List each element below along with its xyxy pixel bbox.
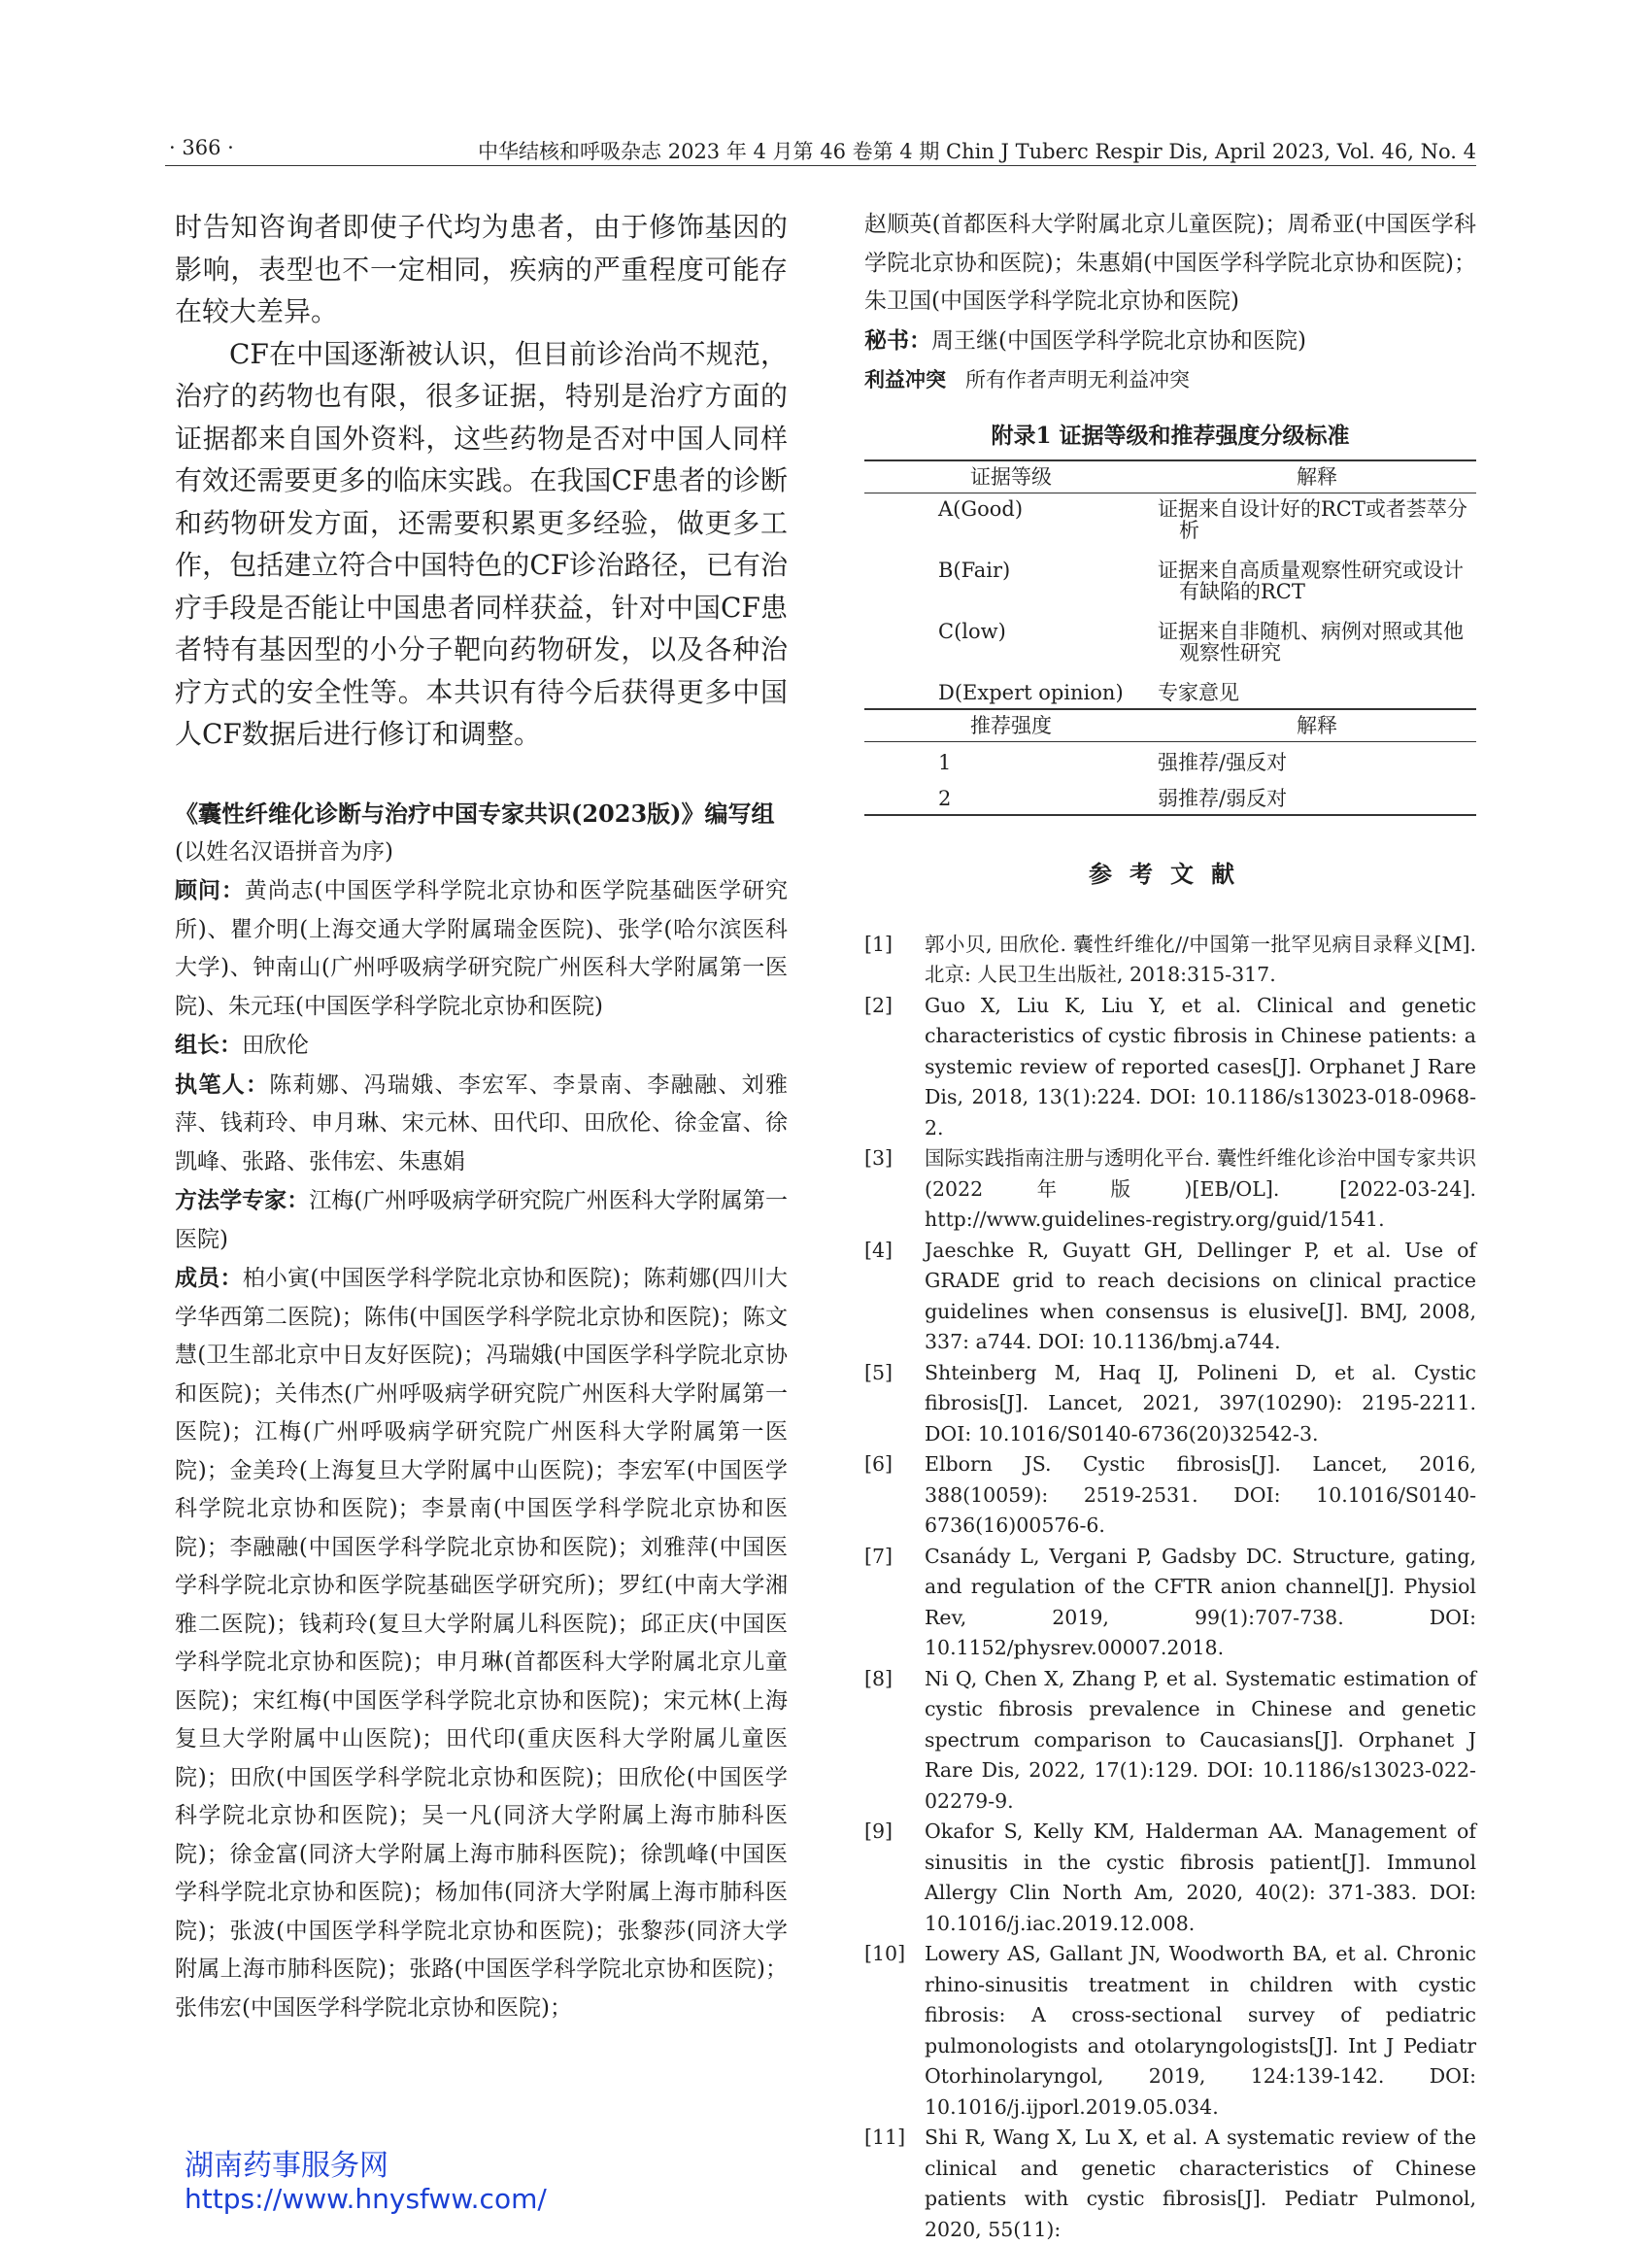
- body-paragraph-2: CF在中国逐渐被认识，但目前诊治尚不规范，治疗的药物也有限，很多证据，特别是治疗方面的证据都来自国外资料，这些药物是否对中国人同样有效还需要更多的临床实践。在我国CF患者的诊断和药物研发方面，还需要积累更多经验，做更多工作，包括建立符合中国特色的CF诊治路径，已有治疗手段是否能让中国患者同样获益，针对中国CF患者特有基因型的小分子靶向药物研发，以及各种治疗方式的安全性等。本共识有待今后获得更多中国人CF数据后进行修订和调整。: [175, 333, 788, 756]
- evidence-level-cell: B(Fair): [864, 546, 1158, 607]
- reference-text: Jaeschke R, Guyatt GH, Dellinger P, et al. Use of GRADE grid to reach decisions on clinical practice guidelines when consensus is elusive[J]. BMJ, 2008, 337: a744. DOI: 10.1136/bmj.a744.: [925, 1236, 1476, 1358]
- header-evidence-level: 证据等级: [864, 460, 1158, 493]
- methodologist-text: 江梅(广州呼吸病学研究院广州医科大学附属第一医院): [175, 1188, 788, 1252]
- evidence-level-cell: D(Expert opinion): [864, 668, 1158, 709]
- appendix-table-title: 附录1 证据等级和推荐强度分级标准: [864, 418, 1476, 450]
- reference-item: [864, 1449, 1476, 1542]
- secretary-entry: [864, 322, 1476, 361]
- reference-item: [864, 1939, 1476, 2123]
- reference-number: [10]: [864, 1939, 925, 2123]
- reference-text: 国际实践指南注册与透明化平台. 囊性纤维化诊治中国专家共识(2022年版)[EB/OL]. [2022-03-24]. http://www.guidelines-registry.org/guid/1541.: [925, 1143, 1476, 1236]
- explanation-cell: 强推荐/强反对: [1158, 741, 1476, 778]
- evidence-level-cell: A(Good): [864, 493, 1158, 546]
- evidence-grading-table: [864, 459, 1476, 816]
- explanation-cell: 弱推荐/弱反对: [1158, 778, 1476, 815]
- methodologist-label: 方法学专家：: [175, 1187, 309, 1213]
- explanation-cell: 证据来自非随机、病例对照或其他观察性研究: [1158, 621, 1470, 663]
- writers-text: 陈莉娜、冯瑞娥、李宏军、李景南、李融融、刘雅萍、钱莉玲、申月琳、宋元林、田代印、田欣伦、徐金富、徐凯峰、张路、张伟宏、朱惠娟: [175, 1072, 788, 1174]
- secretary-text: 周王继(中国医学科学院北京协和医院): [931, 328, 1306, 354]
- reference-number: [1]: [864, 930, 925, 991]
- members-text: 柏小寅(中国医学科学院北京协和医院)；陈莉娜(四川大学华西第二医院)；陈伟(中国医学科学院北京协和医院)；陈文慧(卫生部北京中日友好医院)；冯瑞娥(中国医学科学院北京协和医院)；关伟杰(广州呼吸病学研究院广州医科大学附属第一医院)；江梅(广州呼吸病学研究院广州医科大学附属第一医院)；金美玲(上海复旦大学附属中山医院)；李宏军(中国医学科学院北京协和医院)；李景南(中国医学科学院北京协和医院)；李融融(中国医学科学院北京协和医院)；刘雅萍(中国医学科学院北京协和医学院基础医学研究所)；罗红(中南大学湘雅二医院)；钱莉玲(复旦大学附属儿科医院)；邱正庆(中国医学科学院北京协和医院)；申月琳(首都医科大学附属北京儿童医院)；宋红梅(中国医学科学院北京协和医院)；宋元林(上海复旦大学附属中山医院)；田代印(重庆医科大学附属儿童医院)；田欣(中国医学科学院北京协和医院)；田欣伦(中国医学科学院北京协和医院)；吴一凡(同济大学附属上海市肺科医院)；徐金富(同济大学附属上海市肺科医院)；徐凯峰(中国医学科学院北京协和医院)；杨加伟(同济大学附属上海市肺科医院)；张波(中国医学科学院北京协和医院)；张黎莎(同济大学附属上海市肺科医院)；张路(中国医学科学院北京协和医院)；张伟宏(中国医学科学院北京协和医院)；: [175, 1266, 788, 2021]
- reference-number: [4]: [864, 1236, 925, 1358]
- header-recommendation-strength: 推荐强度: [864, 709, 1158, 742]
- reference-text: Elborn JS. Cystic fibrosis[J]. Lancet, 2016, 388(10059): 2519-2531. DOI: 10.1016/S0140-6736(16)00576-6.: [925, 1449, 1476, 1542]
- running-header: [165, 132, 1476, 166]
- reference-text: Shi R, Wang X, Lu X, et al. A systematic review of the clinical and genetic characteristics of Chinese patients with cystic fibrosis[J]. Pediatr Pulmonol, 2020, 55(11):: [925, 2123, 1476, 2245]
- advisors-text: 黄尚志(中国医学科学院北京协和医学院基础医学研究所)、瞿介明(上海交通大学附属瑞金医院)、张学(哈尔滨医科大学)、钟南山(广州呼吸病学研究院广州医科大学附属第一医院)、朱元珏(中国医学科学院北京协和医院): [175, 878, 788, 1019]
- table-row: [864, 741, 1476, 778]
- table-row: [864, 607, 1476, 668]
- writing-group-note: (以姓名汉语拼音为序): [175, 833, 788, 872]
- body-paragraph-1: 时告知咨询者即使子代均为患者，由于修饰基因的影响，表型也不一定相同，疾病的严重程度可能存在较大差异。: [175, 206, 788, 333]
- members-continued: 赵顺英(首都医科大学附属北京儿童医院)；周希亚(中国医学科学院北京协和医院)；朱惠娟(中国医学科学院北京协和医院)；朱卫国(中国医学科学院北京协和医院): [864, 206, 1476, 322]
- coi-entry: [864, 360, 1476, 400]
- recommendation-level-cell: 1: [864, 741, 1158, 778]
- header-explanation: 解释: [1158, 709, 1476, 742]
- reference-number: [2]: [864, 991, 925, 1144]
- leader-entry: [175, 1026, 788, 1066]
- left-column: [175, 206, 788, 2027]
- coi-label: 利益冲突: [864, 367, 946, 391]
- reference-number: [5]: [864, 1358, 925, 1450]
- writing-group-title: 《囊性纤维化诊断与治疗中国专家共识(2023版)》编写组: [175, 795, 788, 833]
- table-header-row: [864, 460, 1476, 493]
- reference-number: [6]: [864, 1449, 925, 1542]
- members-label: 成员：: [175, 1265, 243, 1291]
- coi-text: 所有作者声明无利益冲突: [965, 368, 1190, 391]
- reference-item: [864, 1358, 1476, 1450]
- table-row: [864, 546, 1476, 607]
- advisors-label: 顾问：: [175, 877, 245, 903]
- reference-text: Ni Q, Chen X, Zhang P, et al. Systematic estimation of cystic fibrosis prevalence in Chinese and genetic spectrum comparison to Caucasians[J]. Orphanet J Rare Dis, 2022, 17(1):129. DOI: 10.1186/s13023-022-02279-9.: [925, 1664, 1476, 1818]
- reference-list: [864, 930, 1476, 2245]
- reference-text: Lowery AS, Gallant JN, Woodworth BA, et al. Chronic rhino-sinusitis treatment in children with cystic fibrosis: A cross-sectional survey of pediatric pulmonologists and otolaryngologists[J]. Int J Pediatr Otorhinolaryngol, 2019, 124:139-142. DOI: 10.1016/j.ijporl.2019.05.034.: [925, 1939, 1476, 2123]
- explanation-cell: 证据来自高质量观察性研究或设计有缺陷的RCT: [1158, 560, 1470, 602]
- reference-item: [864, 1236, 1476, 1358]
- leader-label: 组长：: [175, 1032, 242, 1058]
- site-watermark: [185, 2149, 547, 2215]
- leader-text: 田欣伦: [242, 1033, 309, 1058]
- watermark-site-name: 湖南药事服务网: [185, 2149, 547, 2184]
- members-entry: [175, 1259, 788, 2027]
- reference-text: Okafor S, Kelly KM, Halderman AA. Management of sinusitis in the cystic fibrosis patient[J]. Immunol Allergy Clin North Am, 2020, 40(2): 371-383. DOI: 10.1016/j.iac.2019.12.008.: [925, 1817, 1476, 1939]
- table-row: [864, 493, 1476, 546]
- right-column: [864, 206, 1476, 2245]
- reference-item: [864, 991, 1476, 1144]
- reference-number: [11]: [864, 2123, 925, 2245]
- table-row: [864, 778, 1476, 815]
- journal-citation: 中华结核和呼吸杂志 2023 年 4 月第 46 卷第 4 期 Chin J Tuberc Respir Dis, April 2023, Vol. 46, No. 4: [478, 136, 1476, 165]
- secretary-label: 秘书：: [864, 327, 931, 354]
- reference-item: [864, 1817, 1476, 1939]
- reference-item: [864, 2123, 1476, 2245]
- reference-text: Guo X, Liu K, Liu Y, et al. Clinical and genetic characteristics of cystic fibrosis in Chinese patients: a systemic review of reported cases[J]. Orphanet J Rare Dis, 2018, 13(1):224. DOI: 10.1186/s13023-018-0968-2.: [925, 991, 1476, 1144]
- reference-number: [3]: [864, 1143, 925, 1236]
- explanation-cell: 专家意见: [1158, 668, 1476, 709]
- reference-item: [864, 1542, 1476, 1664]
- reference-text: 郭小贝, 田欣伦. 囊性纤维化//中国第一批罕见病目录释义[M]. 北京: 人民卫生出版社, 2018:315-317.: [925, 930, 1476, 991]
- watermark-url[interactable]: https://www.hnysfww.com/: [185, 2184, 547, 2215]
- reference-text: Shteinberg M, Haq IJ, Polineni D, et al. Cystic fibrosis[J]. Lancet, 2021, 397(10290): 2195-2211. DOI: 10.1016/S0140-6736(20)32542-3.: [925, 1358, 1476, 1450]
- reference-number: [9]: [864, 1817, 925, 1939]
- writers-entry: [175, 1066, 788, 1182]
- reference-number: [8]: [864, 1664, 925, 1818]
- reference-item: [864, 1143, 1476, 1236]
- explanation-cell: 证据来自设计好的RCT或者荟萃分析: [1158, 498, 1470, 541]
- header-explanation: 解释: [1158, 460, 1476, 493]
- page-number: · 366 ·: [169, 136, 234, 159]
- recommendation-level-cell: 2: [864, 778, 1158, 815]
- evidence-level-cell: C(low): [864, 607, 1158, 668]
- table-row: [864, 668, 1476, 709]
- references-title: 参考文献: [864, 855, 1476, 889]
- reference-item: [864, 930, 1476, 991]
- advisors-entry: [175, 871, 788, 1026]
- table-header-row: [864, 709, 1476, 742]
- reference-item: [864, 1664, 1476, 1818]
- writers-label: 执笔人：: [175, 1071, 269, 1098]
- reference-text: Csanády L, Vergani P, Gadsby DC. Structure, gating, and regulation of the CFTR anion channel[J]. Physiol Rev, 2019, 99(1):707-738. DOI: 10.1152/physrev.00007.2018.: [925, 1542, 1476, 1664]
- reference-number: [7]: [864, 1542, 925, 1664]
- methodologist-entry: [175, 1181, 788, 1259]
